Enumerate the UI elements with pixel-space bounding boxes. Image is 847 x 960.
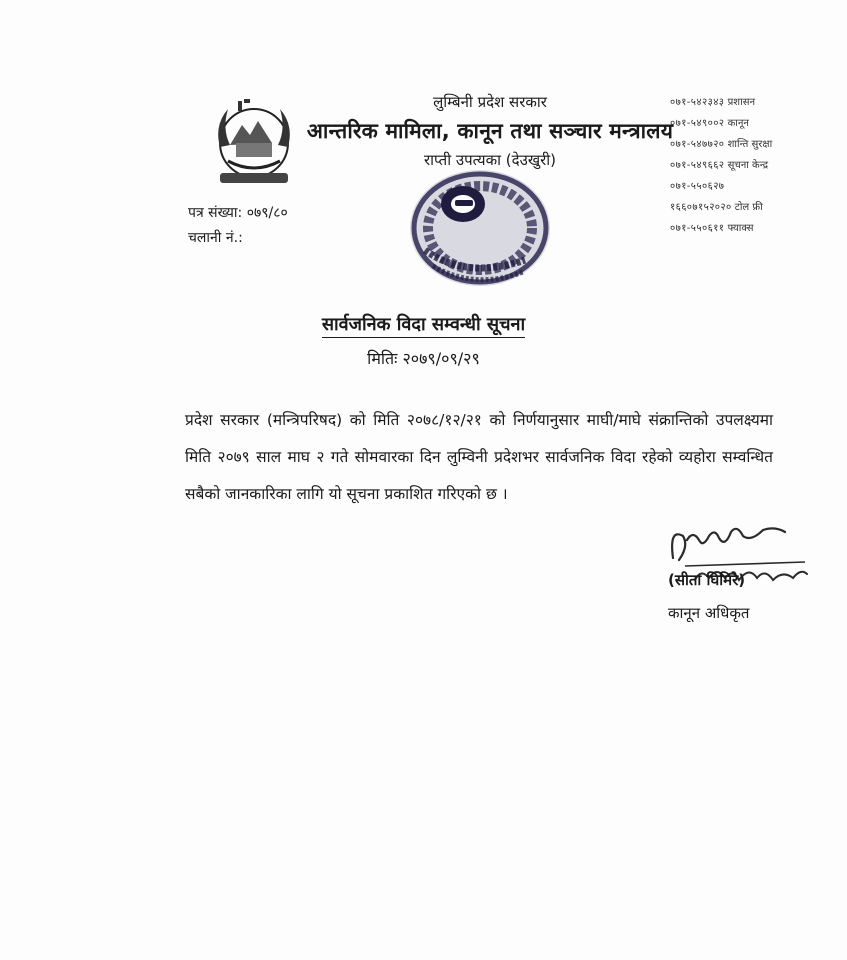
signatory-designation: कानून अधिकृत (668, 604, 750, 622)
notice-title: सार्वजनिक विदा सम्वन्धी सूचना (0, 312, 847, 336)
notice-date: मितिः २०७९/०९/२९ (367, 349, 480, 368)
letter-number: पत्र संख्या: ०७९/८० (188, 205, 288, 221)
dispatch-number: चलानी नं.: (188, 230, 243, 246)
contact-line: ०७१-५४२३४३ प्रशासन (670, 97, 755, 108)
office-address: राप्ती उपत्यका (देउखुरी) (424, 151, 556, 169)
contact-list (670, 92, 772, 239)
contact-line: ०७१-५४९००२ कानून (670, 118, 749, 129)
signatory-name: (सीता घिमिरे) (668, 571, 746, 589)
contact-line: ०७१-५४९६६२ सूचना केन्द्र (670, 160, 769, 171)
ministry-name: आन्तरिक मामिला, कानून तथा सञ्चार मन्त्रालय (306, 119, 674, 143)
government-name: लुम्बिनी प्रदेश सरकार (433, 93, 547, 111)
contact-line: ०७१-५५०६११ फ्याक्स (670, 223, 754, 234)
government-emblem-icon (200, 95, 308, 195)
contact-line: ०७१-५४७७२० शान्ति सुरक्षा (670, 139, 773, 150)
contact-line: ०७१-५५०६२७ (670, 181, 725, 192)
contact-line: १६६०७१५२०२० टोल फ्री (670, 202, 763, 213)
office-stamp-icon (405, 160, 555, 295)
notice-body: प्रदेश सरकार (मन्त्रिपरिषद) को मिति २०७८/१२/२१ को निर्णयानुसार माघी/माघे संक्रान्तिको उपलक्ष्यमा मिति २०७९ साल माघ २ गते सोमवारका दिन लुम्विनी प्रदेशभर सार्वजनिक विदा रहेको व्यहोरा सम्वन्धित सबैको जानकारिका लागि यो सूचना प्रकाशित गरिएको छ । (185, 411, 773, 503)
